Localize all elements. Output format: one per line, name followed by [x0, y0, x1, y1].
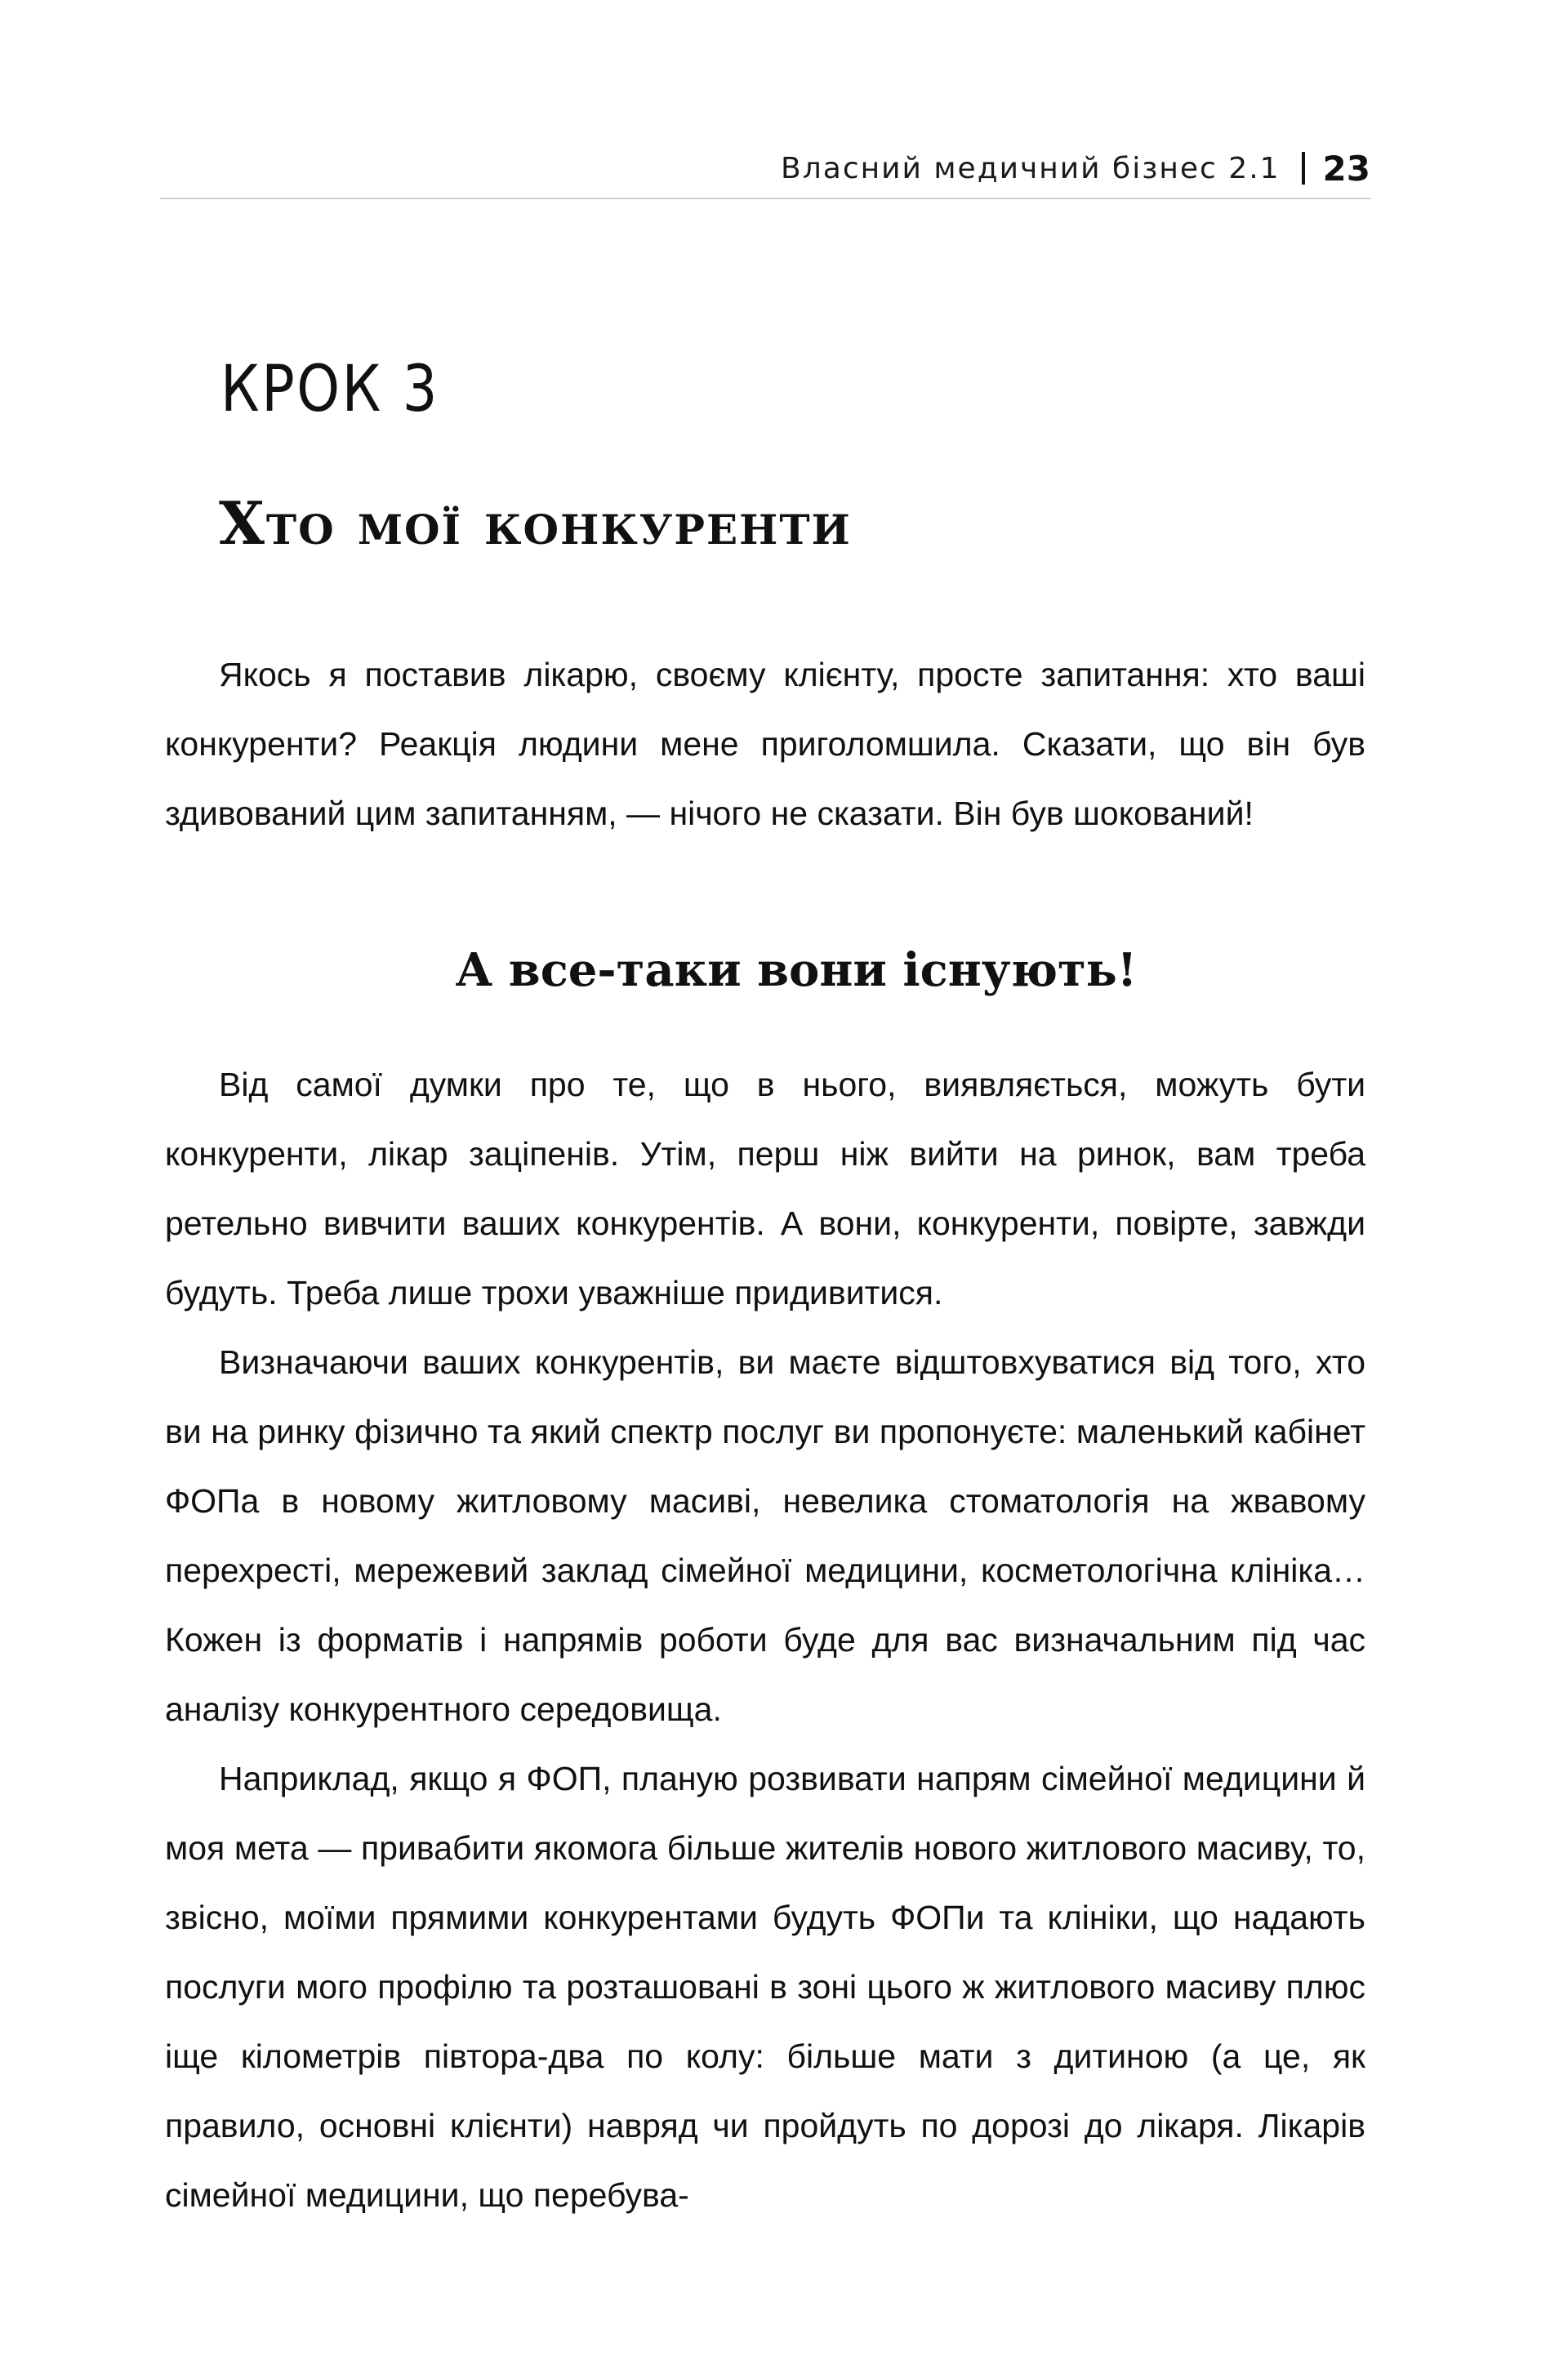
paragraph: Наприклад, якщо я ФОП, планую розвивати напрям сімейної медицини й моя мета — привабити якомога більше жителів нового житлового масиву, то, звісно, моїми прямими конкурентами будуть ФОПи та клініки, що надають послуги мого профілю та розташовані в зоні цього ж житлового масиву плюс іще кілометрів півтора-два по колу: більше мати з дитиною (а це, як правило, основні клієнти) навряд чи пройдуть по дорозі до лікаря. Лікарів сімейної медицини, що перебува-: [165, 1760, 1365, 2214]
paragraph: Визначаючи ваших конкурентів, ви маєте відштовхуватися від того, хто ви на ринку фізично та який спектр послуг ви пропонуєте: маленький кабінет ФОПа в новому житловому масиві, невелика стоматологія на жвавому перехресті, мережевий заклад сімейної медицини, косметологічна клініка… Кожен із форматів і напрямів роботи буде для вас визначальним під час аналізу конкурентного середовища.: [165, 1343, 1365, 1728]
intro-text: [165, 640, 1365, 848]
paragraph: Від самої думки про те, що в нього, виявляється, можуть бути конкуренти, лікар заціпенів. Утім, перш ніж вийти на ринок, вам треба ретельно вивчити ваших конкурентів. А вони, конкуренти, повірте, завжди будуть. Треба лише трохи уважніше придивитися.: [165, 1066, 1365, 1311]
running-head: [160, 145, 1370, 199]
paragraph: Якось я поставив лікарю, своєму клієнту, просте запитання: хто ваші конкуренти? Реакція людини мене приголомшила. Сказати, що він був здивований цим запитанням, — нічого не сказати. Він був шокований!: [165, 656, 1365, 832]
book-title: Власний медичний бізнес 2.1: [781, 151, 1281, 185]
page-number: 23: [1322, 148, 1370, 189]
section-heading: А все-таки вони існують!: [455, 943, 1138, 997]
step-label: КРОК 3: [220, 353, 439, 426]
section-text: [165, 1050, 1365, 2230]
running-head-content: [781, 145, 1370, 191]
chapter-title: Хто мої конкуренти: [219, 488, 852, 558]
header-divider: [1302, 152, 1305, 185]
